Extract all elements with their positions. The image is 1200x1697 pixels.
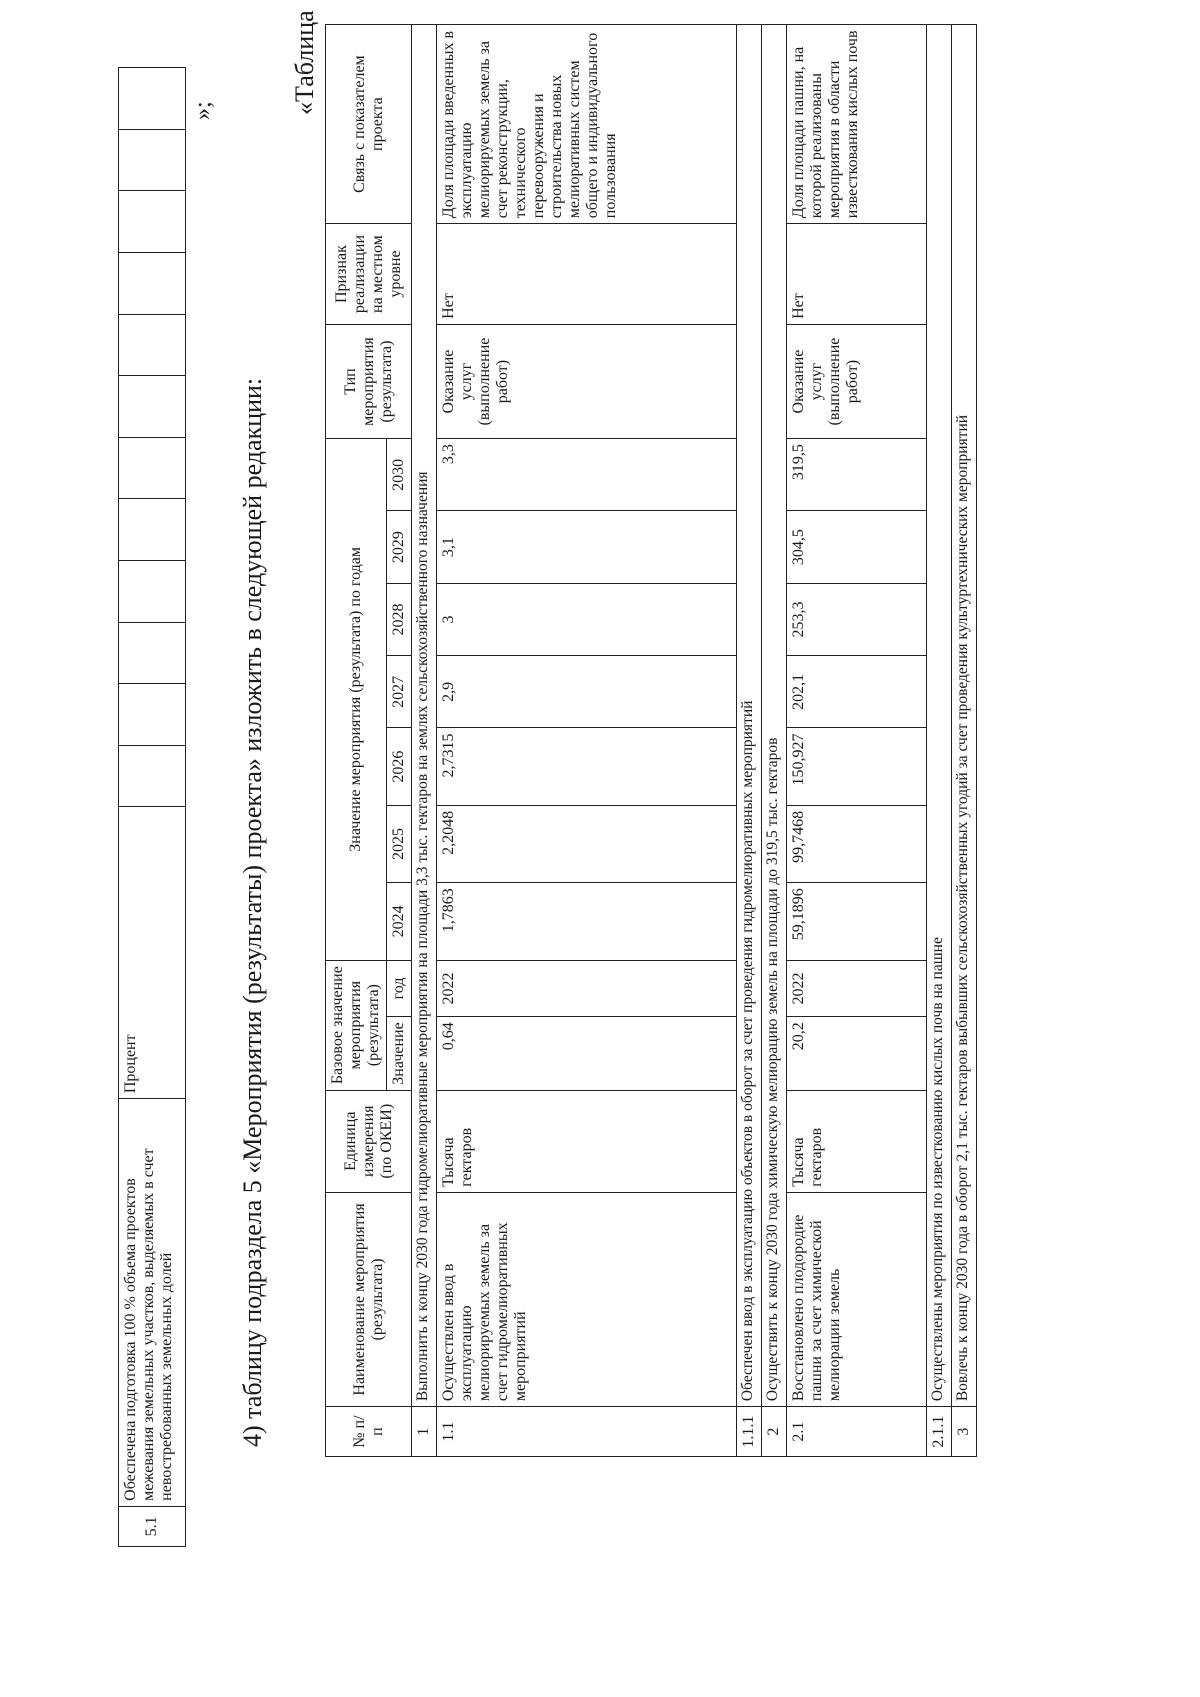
header-row <box>326 25 387 1457</box>
base-year: 2022 <box>787 960 927 1017</box>
empty-cell <box>119 499 186 561</box>
table-row <box>762 25 787 1457</box>
row-number: 1.1.1 <box>737 1407 762 1457</box>
base-year: 2022 <box>437 960 737 1017</box>
measures-table <box>325 24 977 1457</box>
year-value: 1,7863 <box>437 883 737 960</box>
empty-cell <box>119 191 186 253</box>
empty-cell <box>119 252 186 314</box>
empty-cell <box>119 376 186 438</box>
table-row <box>412 25 437 1457</box>
header-year: 2027 <box>387 656 412 728</box>
empty-cell <box>119 68 186 130</box>
result-name: Осуществлен ввод в эксплуатацию мелиорируемых земель за счет гидромелиоративных мероприятий <box>437 1192 737 1406</box>
year-value: 99,7468 <box>787 805 927 882</box>
result-name: Обеспечена подготовка 100 % объема проектов межевания земельных участков, выделяемых в счет невостребованных земельных долей <box>119 1099 186 1507</box>
year-value: 3,3 <box>437 439 737 511</box>
header-unit: Единица измерения (по ОКЕИ) <box>326 1090 412 1192</box>
header-year: 2030 <box>387 439 412 511</box>
header-year: 2026 <box>387 728 412 805</box>
empty-cell <box>119 684 186 746</box>
header-local: Признак реализации на местном уровне <box>326 224 412 325</box>
continuation-table <box>118 67 186 1547</box>
project-link: Доля площади введенных в эксплуатацию мелиорируемых земель за счет реконструкции, технического перевооружения и строительства новых мелиоративных систем общего и индивидуального пользования <box>437 25 737 224</box>
section-heading: 4) таблицу подраздела 5 «Мероприятия (результаты) проекта» изложить в следующей редакции: <box>238 377 267 1447</box>
year-value: 319,5 <box>787 439 927 511</box>
row-number: 5.1 <box>119 1506 186 1546</box>
header-year: 2028 <box>387 583 412 655</box>
closing-quote: »; <box>190 101 216 120</box>
header-name: Наименование мероприятия (результата) <box>326 1192 412 1406</box>
empty-cell <box>119 129 186 191</box>
year-value: 2,7315 <box>437 728 737 805</box>
year-value: 3 <box>437 583 737 655</box>
row-number: 3 <box>952 1407 977 1457</box>
year-value: 2,2048 <box>437 805 737 882</box>
year-value: 59,1896 <box>787 883 927 960</box>
year-value: 202,1 <box>787 656 927 728</box>
row-number: 1 <box>412 1407 437 1457</box>
table-row <box>927 25 952 1457</box>
header-num: № п/п <box>326 1407 412 1457</box>
table-row <box>787 25 927 1457</box>
year-value: 150,927 <box>787 728 927 805</box>
header-type: Тип мероприятия (результата) <box>326 324 412 438</box>
base-value: 20,2 <box>787 1017 927 1090</box>
project-link: Доля площади пашни, на которой реализованы мероприятия в области известкования кислых почв <box>787 25 927 224</box>
empty-cell <box>119 745 186 807</box>
header-by-years: Значение мероприятия (результата) по годам <box>326 439 387 960</box>
header-year: 2025 <box>387 805 412 882</box>
row-number: 2.1.1 <box>927 1407 952 1457</box>
empty-cell <box>119 560 186 622</box>
base-value: 0,64 <box>437 1017 737 1090</box>
task-text: Выполнить к концу 2030 года гидромелиоративные мероприятия на площади 3,3 тыс. гектаров на землях сельскохозяйственного назначения <box>412 25 437 1407</box>
table-caption: «Таблица <box>290 10 319 115</box>
empty-cell <box>119 437 186 499</box>
header-link: Связь с показателем проекта <box>326 25 412 224</box>
year-value: 304,5 <box>787 511 927 583</box>
header-base-year: год <box>387 960 412 1017</box>
local-flag: Нет <box>787 224 927 325</box>
unit-cell: Процент <box>119 807 186 1099</box>
header-year: 2024 <box>387 883 412 960</box>
result-name: Восстановлено плодородие пашни за счет химической мелиорации земель <box>787 1192 927 1406</box>
year-value: 2,9 <box>437 656 737 728</box>
table-row <box>952 25 977 1457</box>
row-number: 1.1 <box>437 1407 737 1457</box>
local-flag: Нет <box>437 224 737 325</box>
table-row <box>437 25 737 1457</box>
year-value: 253,3 <box>787 583 927 655</box>
table-row <box>737 25 762 1457</box>
measure-type: Оказание услуг (выполнение работ) <box>787 324 927 438</box>
unit-cell: Тысяча гектаров <box>437 1090 737 1192</box>
table-row <box>119 68 186 1547</box>
header-year: 2029 <box>387 511 412 583</box>
row-number: 2.1 <box>787 1407 927 1457</box>
unit-cell: Тысяча гектаров <box>787 1090 927 1192</box>
year-value: 3,1 <box>437 511 737 583</box>
task-text: Обеспечен ввод в эксплуатацию объектов в оборот за счет проведения гидромелиоративных мероприятий <box>737 25 762 1407</box>
measure-type: Оказание услуг (выполнение работ) <box>437 324 737 438</box>
empty-cell <box>119 314 186 376</box>
empty-cell <box>119 622 186 684</box>
task-text: Вовлечь к концу 2030 года в оборот 2,1 тыс. гектаров выбывших сельскохозяйственных угодий за счет проведения культуртехнических мероприятий <box>952 25 977 1407</box>
header-base: Базовое значение мероприятия (результата) <box>326 960 387 1090</box>
row-number: 2 <box>762 1407 787 1457</box>
header-base-value: Значение <box>387 1017 412 1090</box>
task-text: Осуществить к концу 2030 года химическую мелиорацию земель на площади до 319,5 тыс. гектаров <box>762 25 787 1407</box>
task-text: Осуществлены мероприятия по известкованию кислых почв на пашне <box>927 25 952 1407</box>
